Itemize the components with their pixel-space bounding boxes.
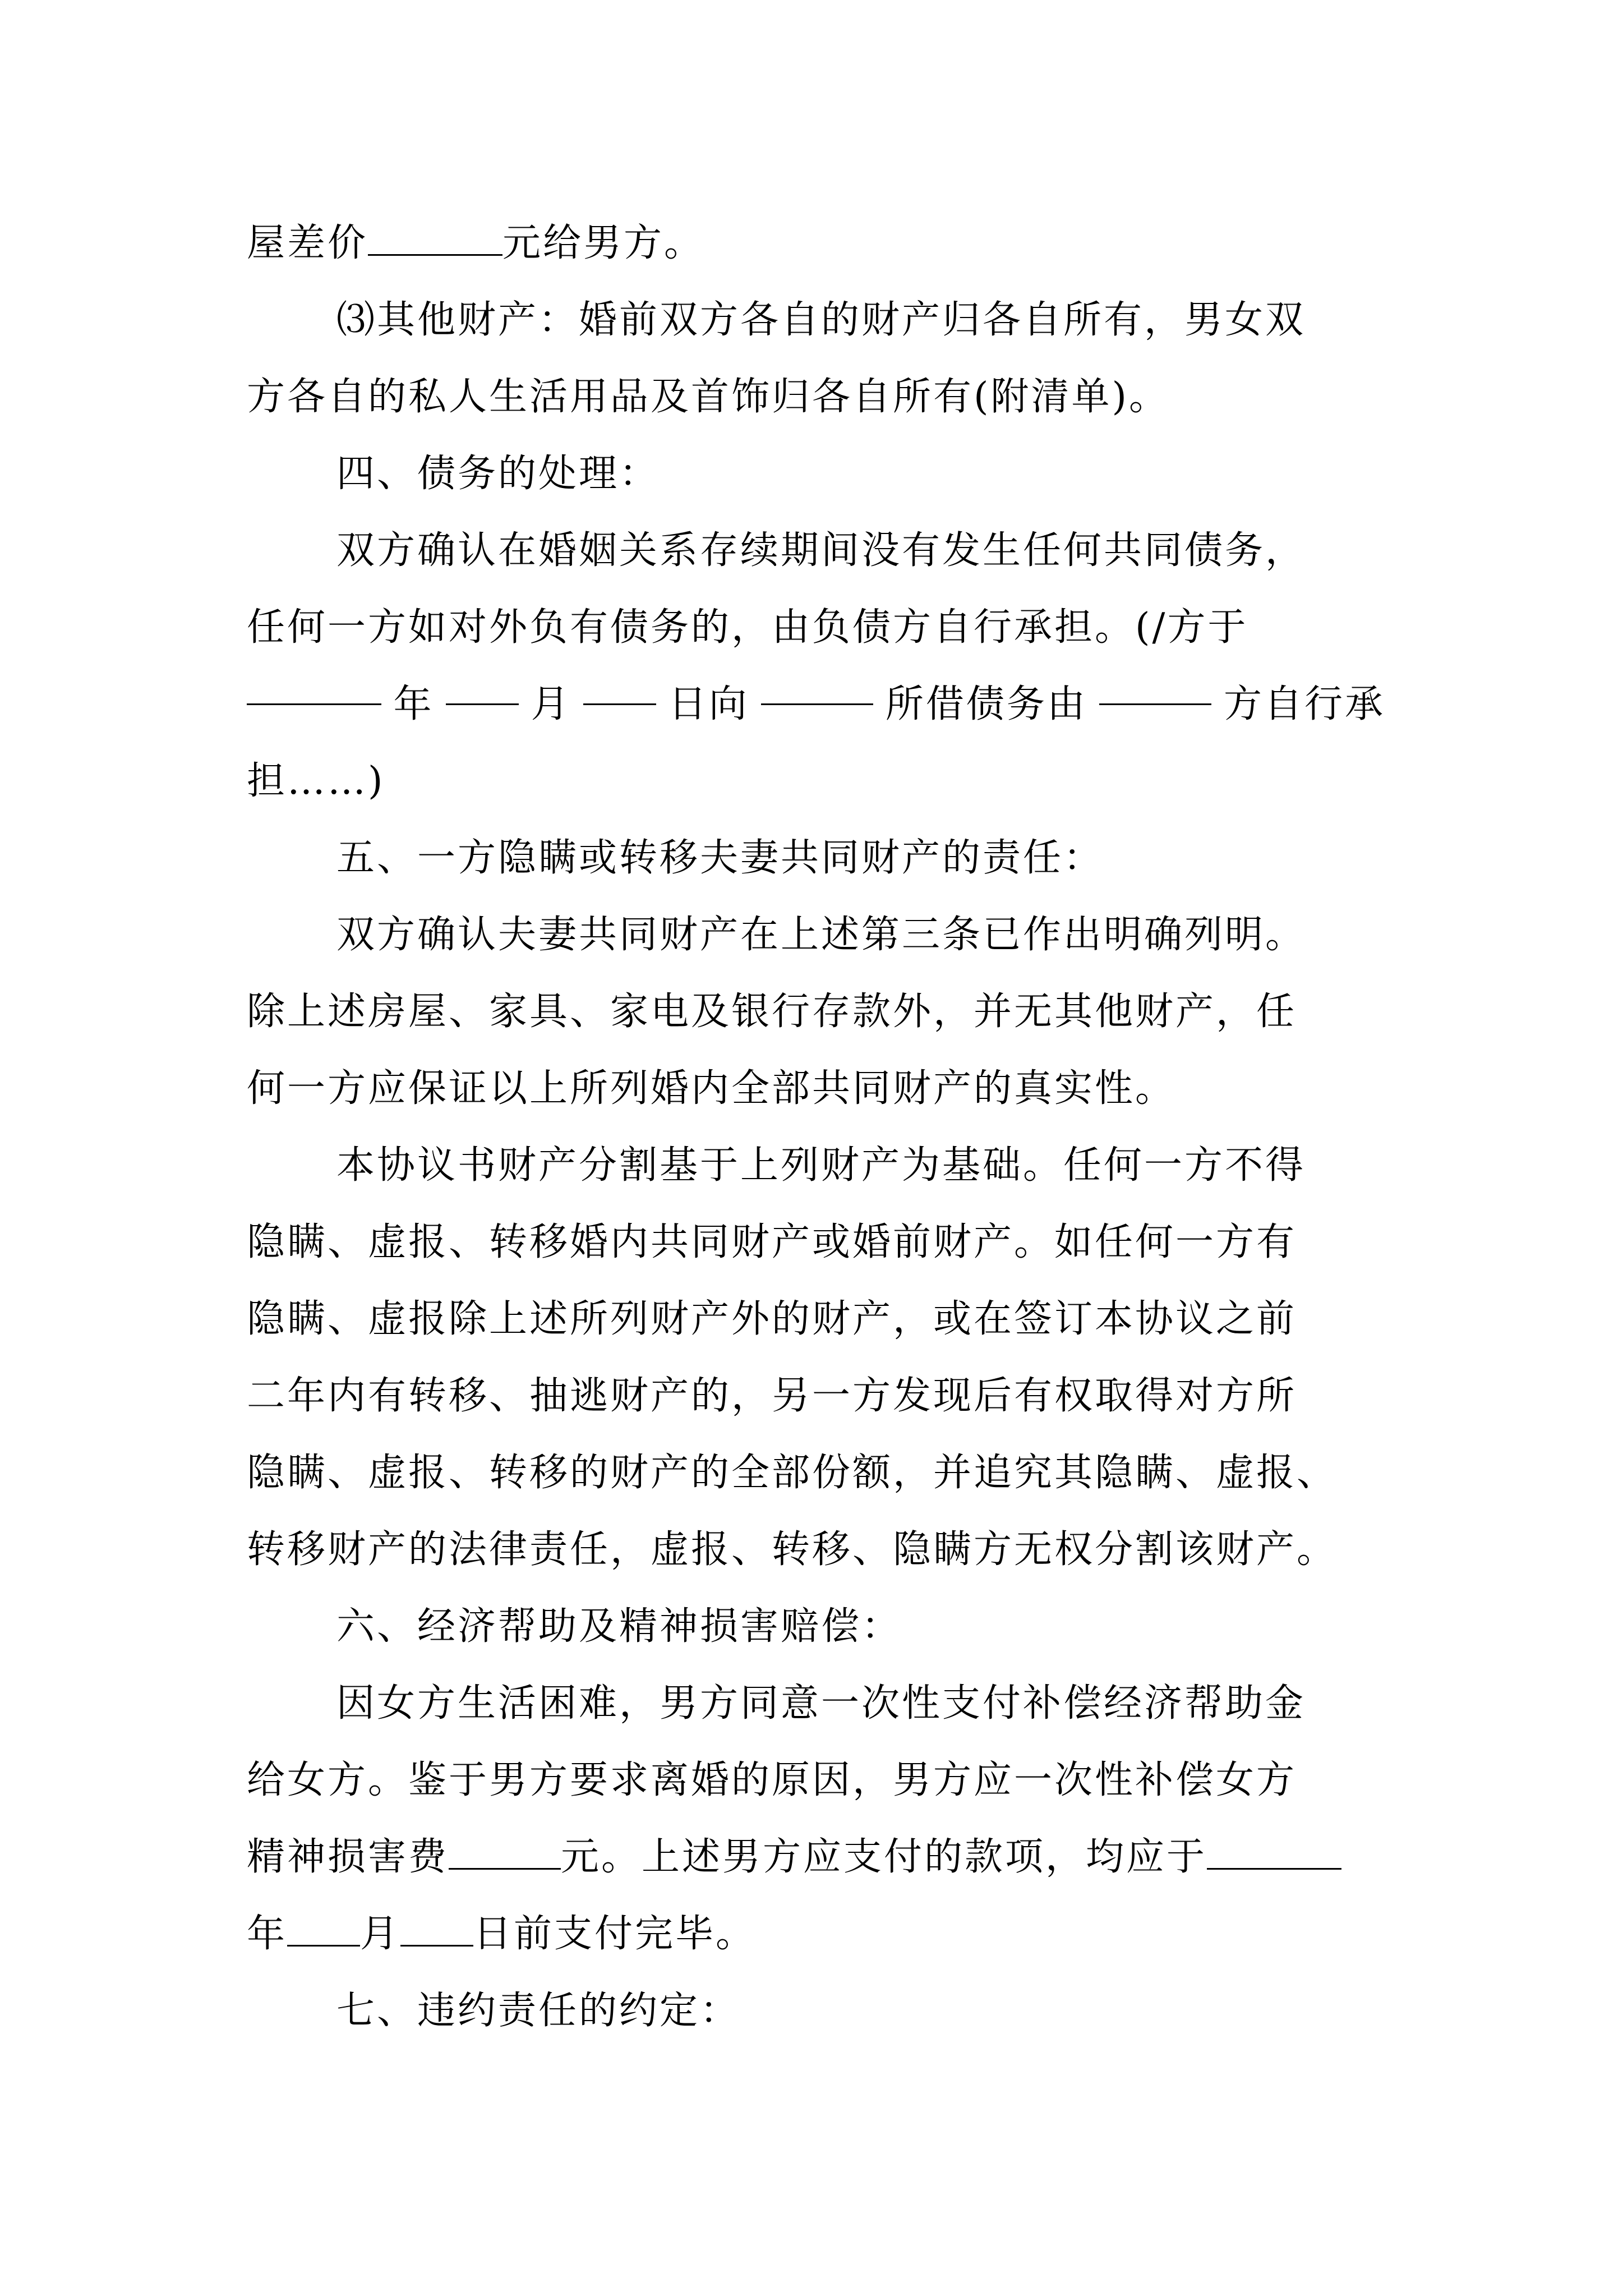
text-fragment: 月: [360, 1912, 401, 1956]
text-line: 本协议书财产分割基于上列财产为基础。任何一方不得: [336, 1143, 1306, 1188]
fill-blank: [1099, 668, 1211, 705]
text-fragment: 年: [393, 682, 434, 726]
text-fragment: 年: [247, 1912, 288, 1956]
text-line: [247, 206, 1385, 280]
text-line: 给女方。鉴于男方要求离婚的原因，男方应一次性补偿女方: [247, 1758, 1297, 1802]
section-heading: 五、一方隐瞒或转移夫妻共同财产的责任：: [336, 836, 1104, 880]
section-heading: 七、违约责任的约定：: [336, 1989, 741, 2033]
text-fragment: 精神损害费: [247, 1835, 449, 1879]
text-line: [247, 1820, 1385, 1894]
text-line: 何一方应保证以上所列婚内全部共同财产的真实性。: [247, 1066, 1176, 1111]
text-fragment: 所借债务由: [885, 682, 1087, 726]
text-line: 转移财产的法律责任，虚报、转移、隐瞒方无权分割该财产。: [247, 1527, 1338, 1572]
text-line: 双方确认夫妻共同财产在上述第三条已作出明确列明。: [336, 913, 1306, 957]
text-fragment: 屋差价: [247, 221, 368, 265]
section-heading: 六、经济帮助及精神损害赔偿：: [336, 1604, 902, 1649]
fill-blank: [449, 1832, 561, 1870]
text-line: 担……): [247, 759, 385, 803]
text-fragment: 元。上述男方应支付的款项，均应于: [561, 1835, 1207, 1879]
text-fragment: 方自行承: [1223, 682, 1385, 726]
text-line: 方各自的私人生活用品及首饰归各自所有(附清单)。: [247, 375, 1170, 419]
text-line: 二年内有转移、抽逃财产的，另一方发现后有权取得对方所: [247, 1374, 1297, 1418]
text-fragment: 元给男方。: [502, 221, 705, 265]
text-line: 隐瞒、虚报除上述所列财产外的财产，或在签订本协议之前: [247, 1297, 1297, 1341]
fill-blank: [1207, 1832, 1341, 1870]
text-fragment: 日前支付完毕。: [473, 1912, 757, 1956]
fill-blank: [368, 218, 502, 256]
text-line: ⑶其他财产：婚前双方各自的财产归各自所有，男女双: [336, 298, 1306, 342]
fill-blank: [400, 1909, 473, 1947]
fill-blank: [583, 668, 656, 705]
text-line: [247, 1897, 1385, 1971]
section-heading: 四、债务的处理：: [336, 452, 660, 496]
text-line: 隐瞒、虚报、转移的财产的全部份额，并追究其隐瞒、虚报、: [247, 1451, 1338, 1495]
fill-blank: [287, 1909, 360, 1947]
fill-blank: [761, 668, 873, 705]
text-line: [247, 668, 1385, 742]
text-fragment: 月: [531, 682, 571, 726]
text-line: 双方确认在婚姻关系存续期间没有发生任何共同债务，: [336, 528, 1306, 573]
text-fragment: 日向: [668, 682, 749, 726]
fill-blank: [247, 668, 381, 705]
text-line: 任何一方如对外负有债务的，由负债方自行承担。(/方于: [247, 605, 1248, 650]
text-line: 因女方生活困难，男方同意一次性支付补偿经济帮助金: [336, 1681, 1306, 1726]
text-line: 除上述房屋、家具、家电及银行存款外，并无其他财产，任: [247, 990, 1297, 1034]
text-line: 隐瞒、虚报、转移婚内共同财产或婚前财产。如任何一方有: [247, 1220, 1297, 1264]
fill-blank: [446, 668, 519, 705]
